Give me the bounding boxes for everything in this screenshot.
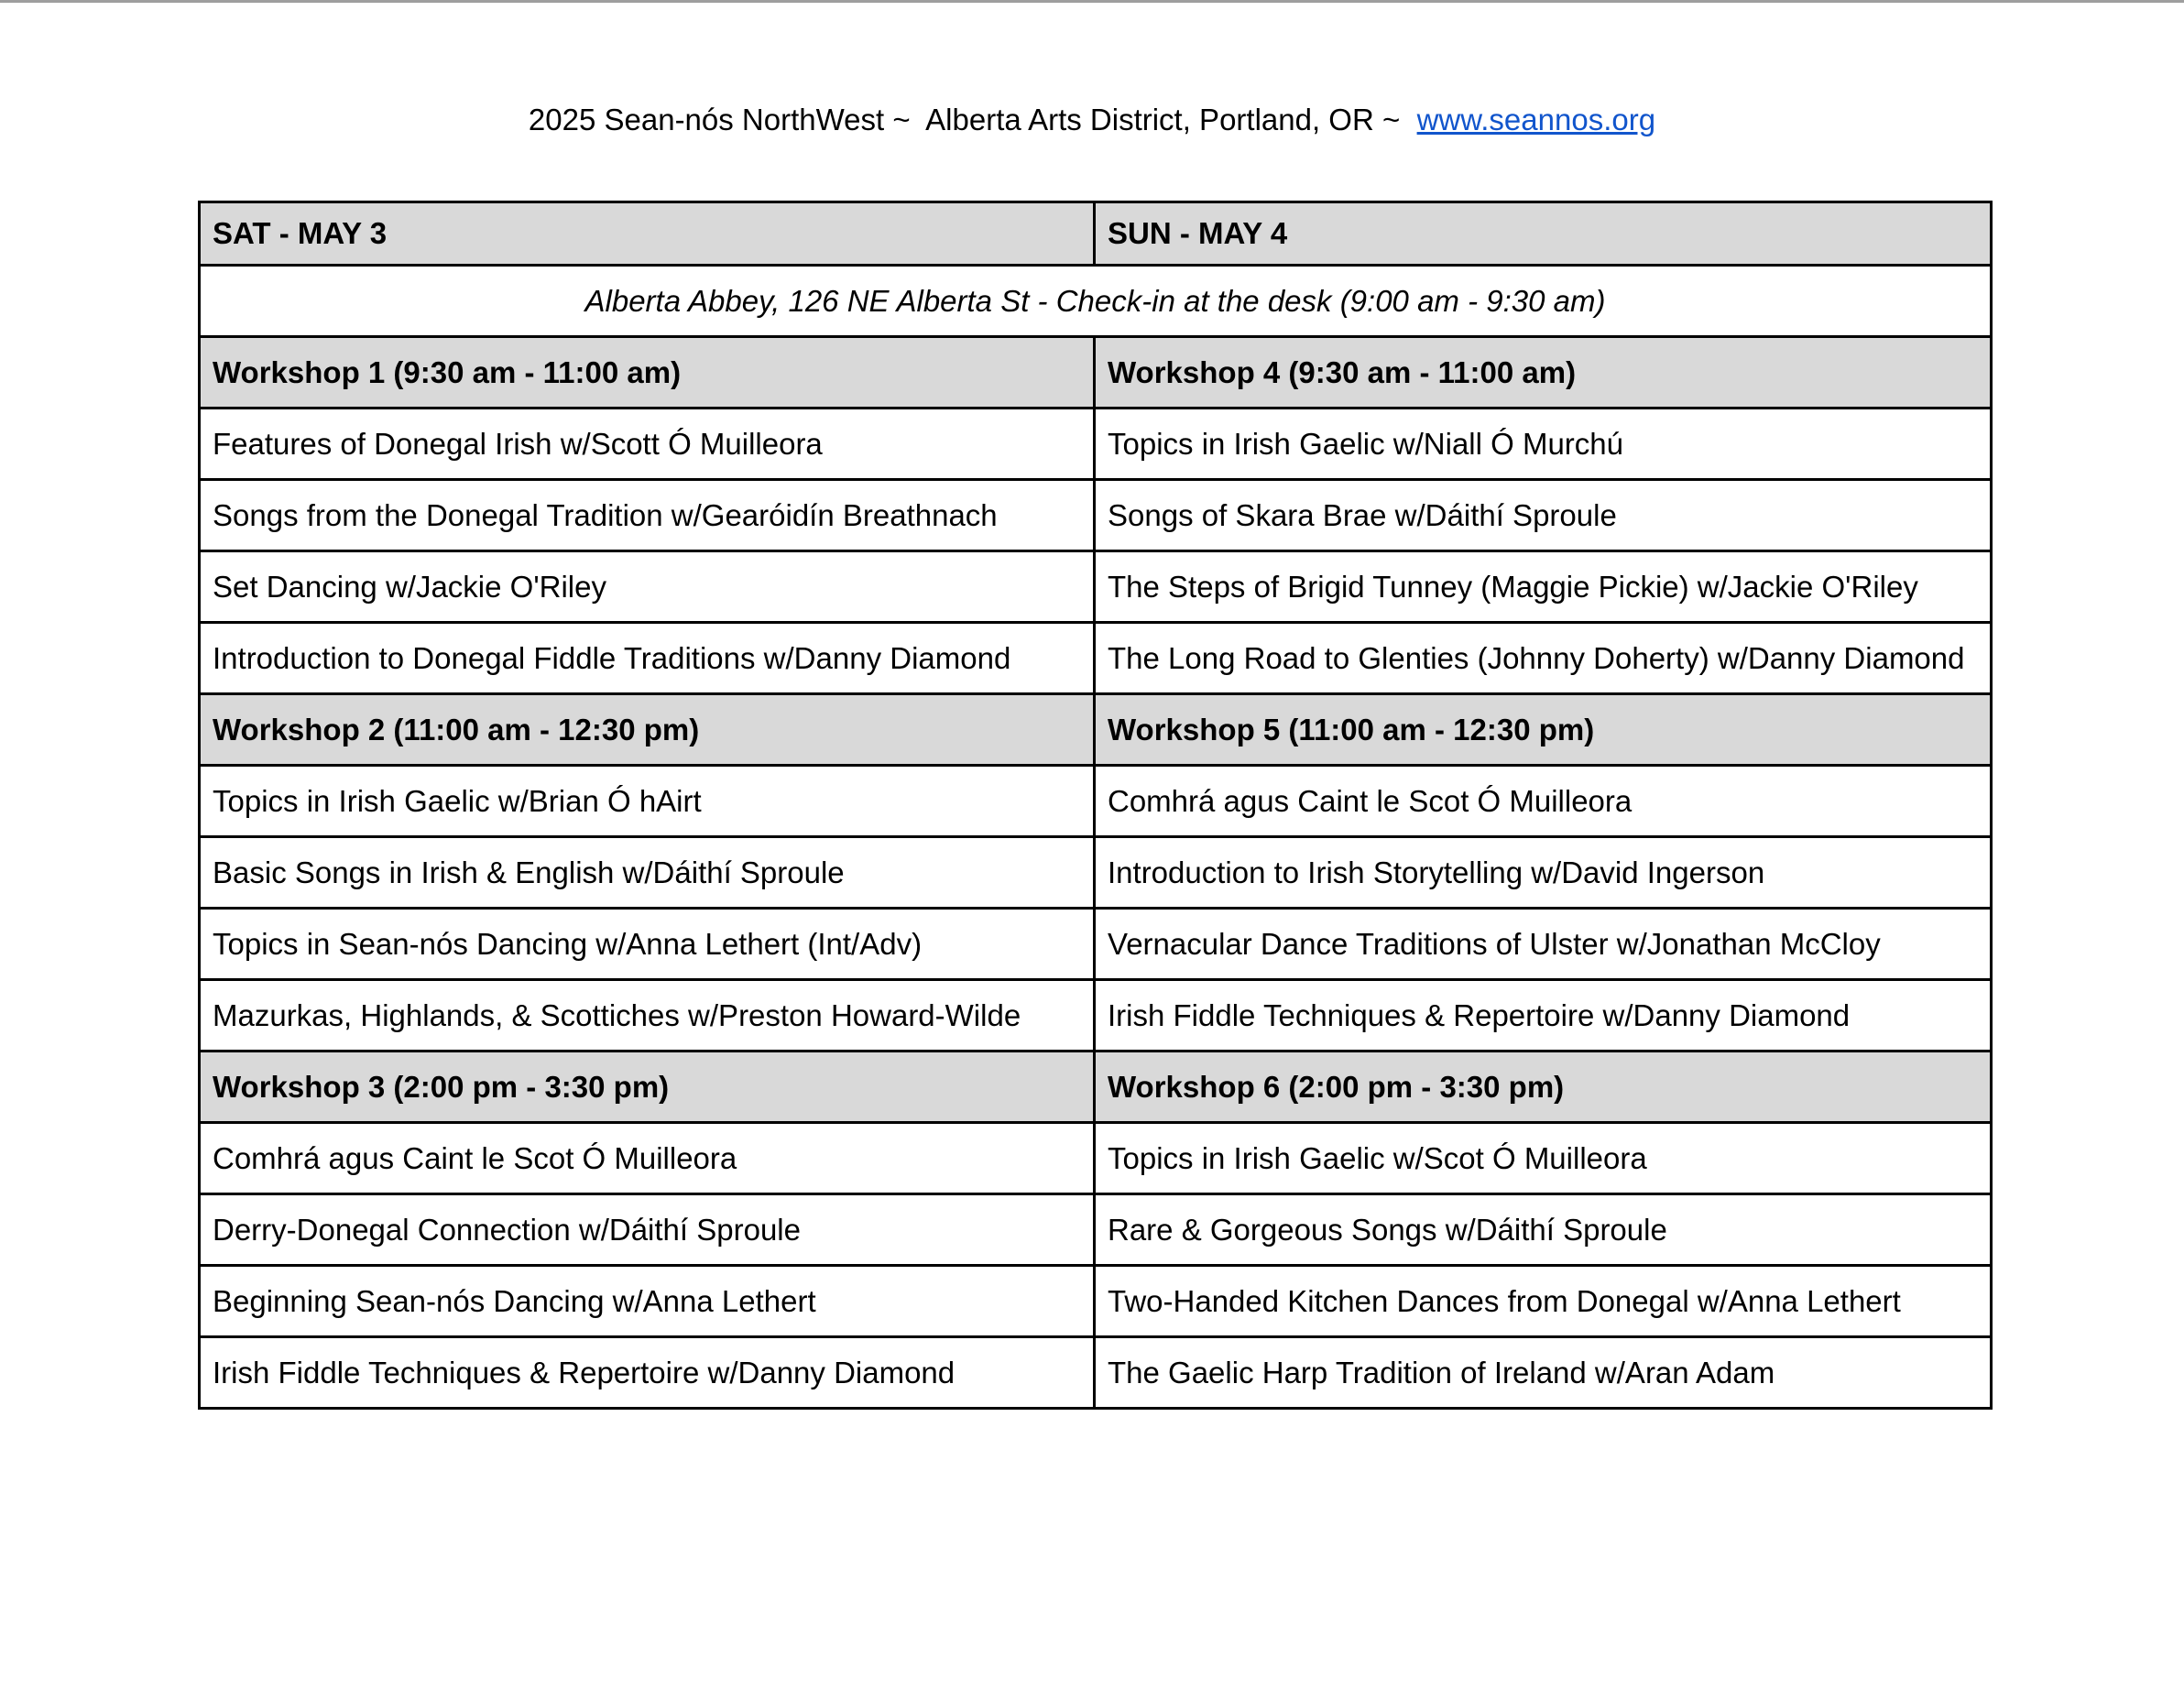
session-saturday: Introduction to Donegal Fiddle Traditions w/Danny Diamond <box>200 623 1095 694</box>
session-sunday: Comhrá agus Caint le Scot Ó Muilleora <box>1095 766 1992 837</box>
schedule-table <box>198 201 1993 1410</box>
session-saturday: Beginning Sean-nós Dancing w/Anna Lethert <box>200 1266 1095 1337</box>
day-header-row <box>200 202 1992 266</box>
schedule-body <box>200 202 1992 1409</box>
workshop-title-saturday: Workshop 2 (11:00 am - 12:30 pm) <box>200 694 1095 766</box>
session-row <box>200 837 1992 909</box>
session-sunday: The Steps of Brigid Tunney (Maggie Pickie) w/Jackie O'Riley <box>1095 551 1992 623</box>
session-row <box>200 480 1992 551</box>
session-sunday: Topics in Irish Gaelic w/Niall Ó Murchú <box>1095 409 1992 480</box>
header-text: 2025 Sean-nós NorthWest ~ Alberta Arts District, Portland, OR ~ <box>528 103 1417 136</box>
session-sunday: The Gaelic Harp Tradition of Ireland w/Aran Adam <box>1095 1337 1992 1409</box>
venue-row <box>200 266 1992 337</box>
session-saturday: Basic Songs in Irish & English w/Dáithí Sproule <box>200 837 1095 909</box>
workshop-header-row <box>200 694 1992 766</box>
workshop-title-saturday: Workshop 3 (2:00 pm - 3:30 pm) <box>200 1052 1095 1123</box>
session-row <box>200 1266 1992 1337</box>
session-saturday: Derry-Donegal Connection w/Dáithí Sproule <box>200 1194 1095 1266</box>
session-saturday: Songs from the Donegal Tradition w/Gearóidín Breathnach <box>200 480 1095 551</box>
session-row <box>200 409 1992 480</box>
session-sunday: Irish Fiddle Techniques & Repertoire w/Danny Diamond <box>1095 980 1992 1052</box>
session-row <box>200 980 1992 1052</box>
session-sunday: The Long Road to Glenties (Johnny Doherty) w/Danny Diamond <box>1095 623 1992 694</box>
session-sunday: Topics in Irish Gaelic w/Scot Ó Muilleora <box>1095 1123 1992 1194</box>
workshop-title-sunday: Workshop 6 (2:00 pm - 3:30 pm) <box>1095 1052 1992 1123</box>
session-row <box>200 1337 1992 1409</box>
website-link[interactable]: www.seannos.org <box>1416 103 1656 136</box>
session-saturday: Irish Fiddle Techniques & Repertoire w/Danny Diamond <box>200 1337 1095 1409</box>
session-saturday: Mazurkas, Highlands, & Scottiches w/Preston Howard-Wilde <box>200 980 1095 1052</box>
workshop-header-row <box>200 1052 1992 1123</box>
session-sunday: Rare & Gorgeous Songs w/Dáithí Sproule <box>1095 1194 1992 1266</box>
session-sunday: Vernacular Dance Traditions of Ulster w/Jonathan McCloy <box>1095 909 1992 980</box>
session-saturday: Set Dancing w/Jackie O'Riley <box>200 551 1095 623</box>
session-saturday: Topics in Sean-nós Dancing w/Anna Lethert (Int/Adv) <box>200 909 1095 980</box>
session-row <box>200 766 1992 837</box>
session-saturday: Topics in Irish Gaelic w/Brian Ó hAirt <box>200 766 1095 837</box>
workshop-title-sunday: Workshop 4 (9:30 am - 11:00 am) <box>1095 337 1992 409</box>
page-top-rule <box>0 0 2184 3</box>
session-saturday: Comhrá agus Caint le Scot Ó Muilleora <box>200 1123 1095 1194</box>
session-row <box>200 909 1992 980</box>
workshop-header-row <box>200 337 1992 409</box>
venue-info: Alberta Abbey, 126 NE Alberta St - Check-in at the desk (9:00 am - 9:30 am) <box>200 266 1992 337</box>
session-row <box>200 1194 1992 1266</box>
session-row <box>200 551 1992 623</box>
page-header <box>0 99 2184 141</box>
session-sunday: Introduction to Irish Storytelling w/David Ingerson <box>1095 837 1992 909</box>
session-sunday: Songs of Skara Brae w/Dáithí Sproule <box>1095 480 1992 551</box>
session-saturday: Features of Donegal Irish w/Scott Ó Muilleora <box>200 409 1095 480</box>
workshop-title-saturday: Workshop 1 (9:30 am - 11:00 am) <box>200 337 1095 409</box>
workshop-title-sunday: Workshop 5 (11:00 am - 12:30 pm) <box>1095 694 1992 766</box>
day-header-saturday: SAT - MAY 3 <box>200 202 1095 266</box>
day-header-sunday: SUN - MAY 4 <box>1095 202 1992 266</box>
session-row <box>200 1123 1992 1194</box>
session-row <box>200 623 1992 694</box>
session-sunday: Two-Handed Kitchen Dances from Donegal w/Anna Lethert <box>1095 1266 1992 1337</box>
